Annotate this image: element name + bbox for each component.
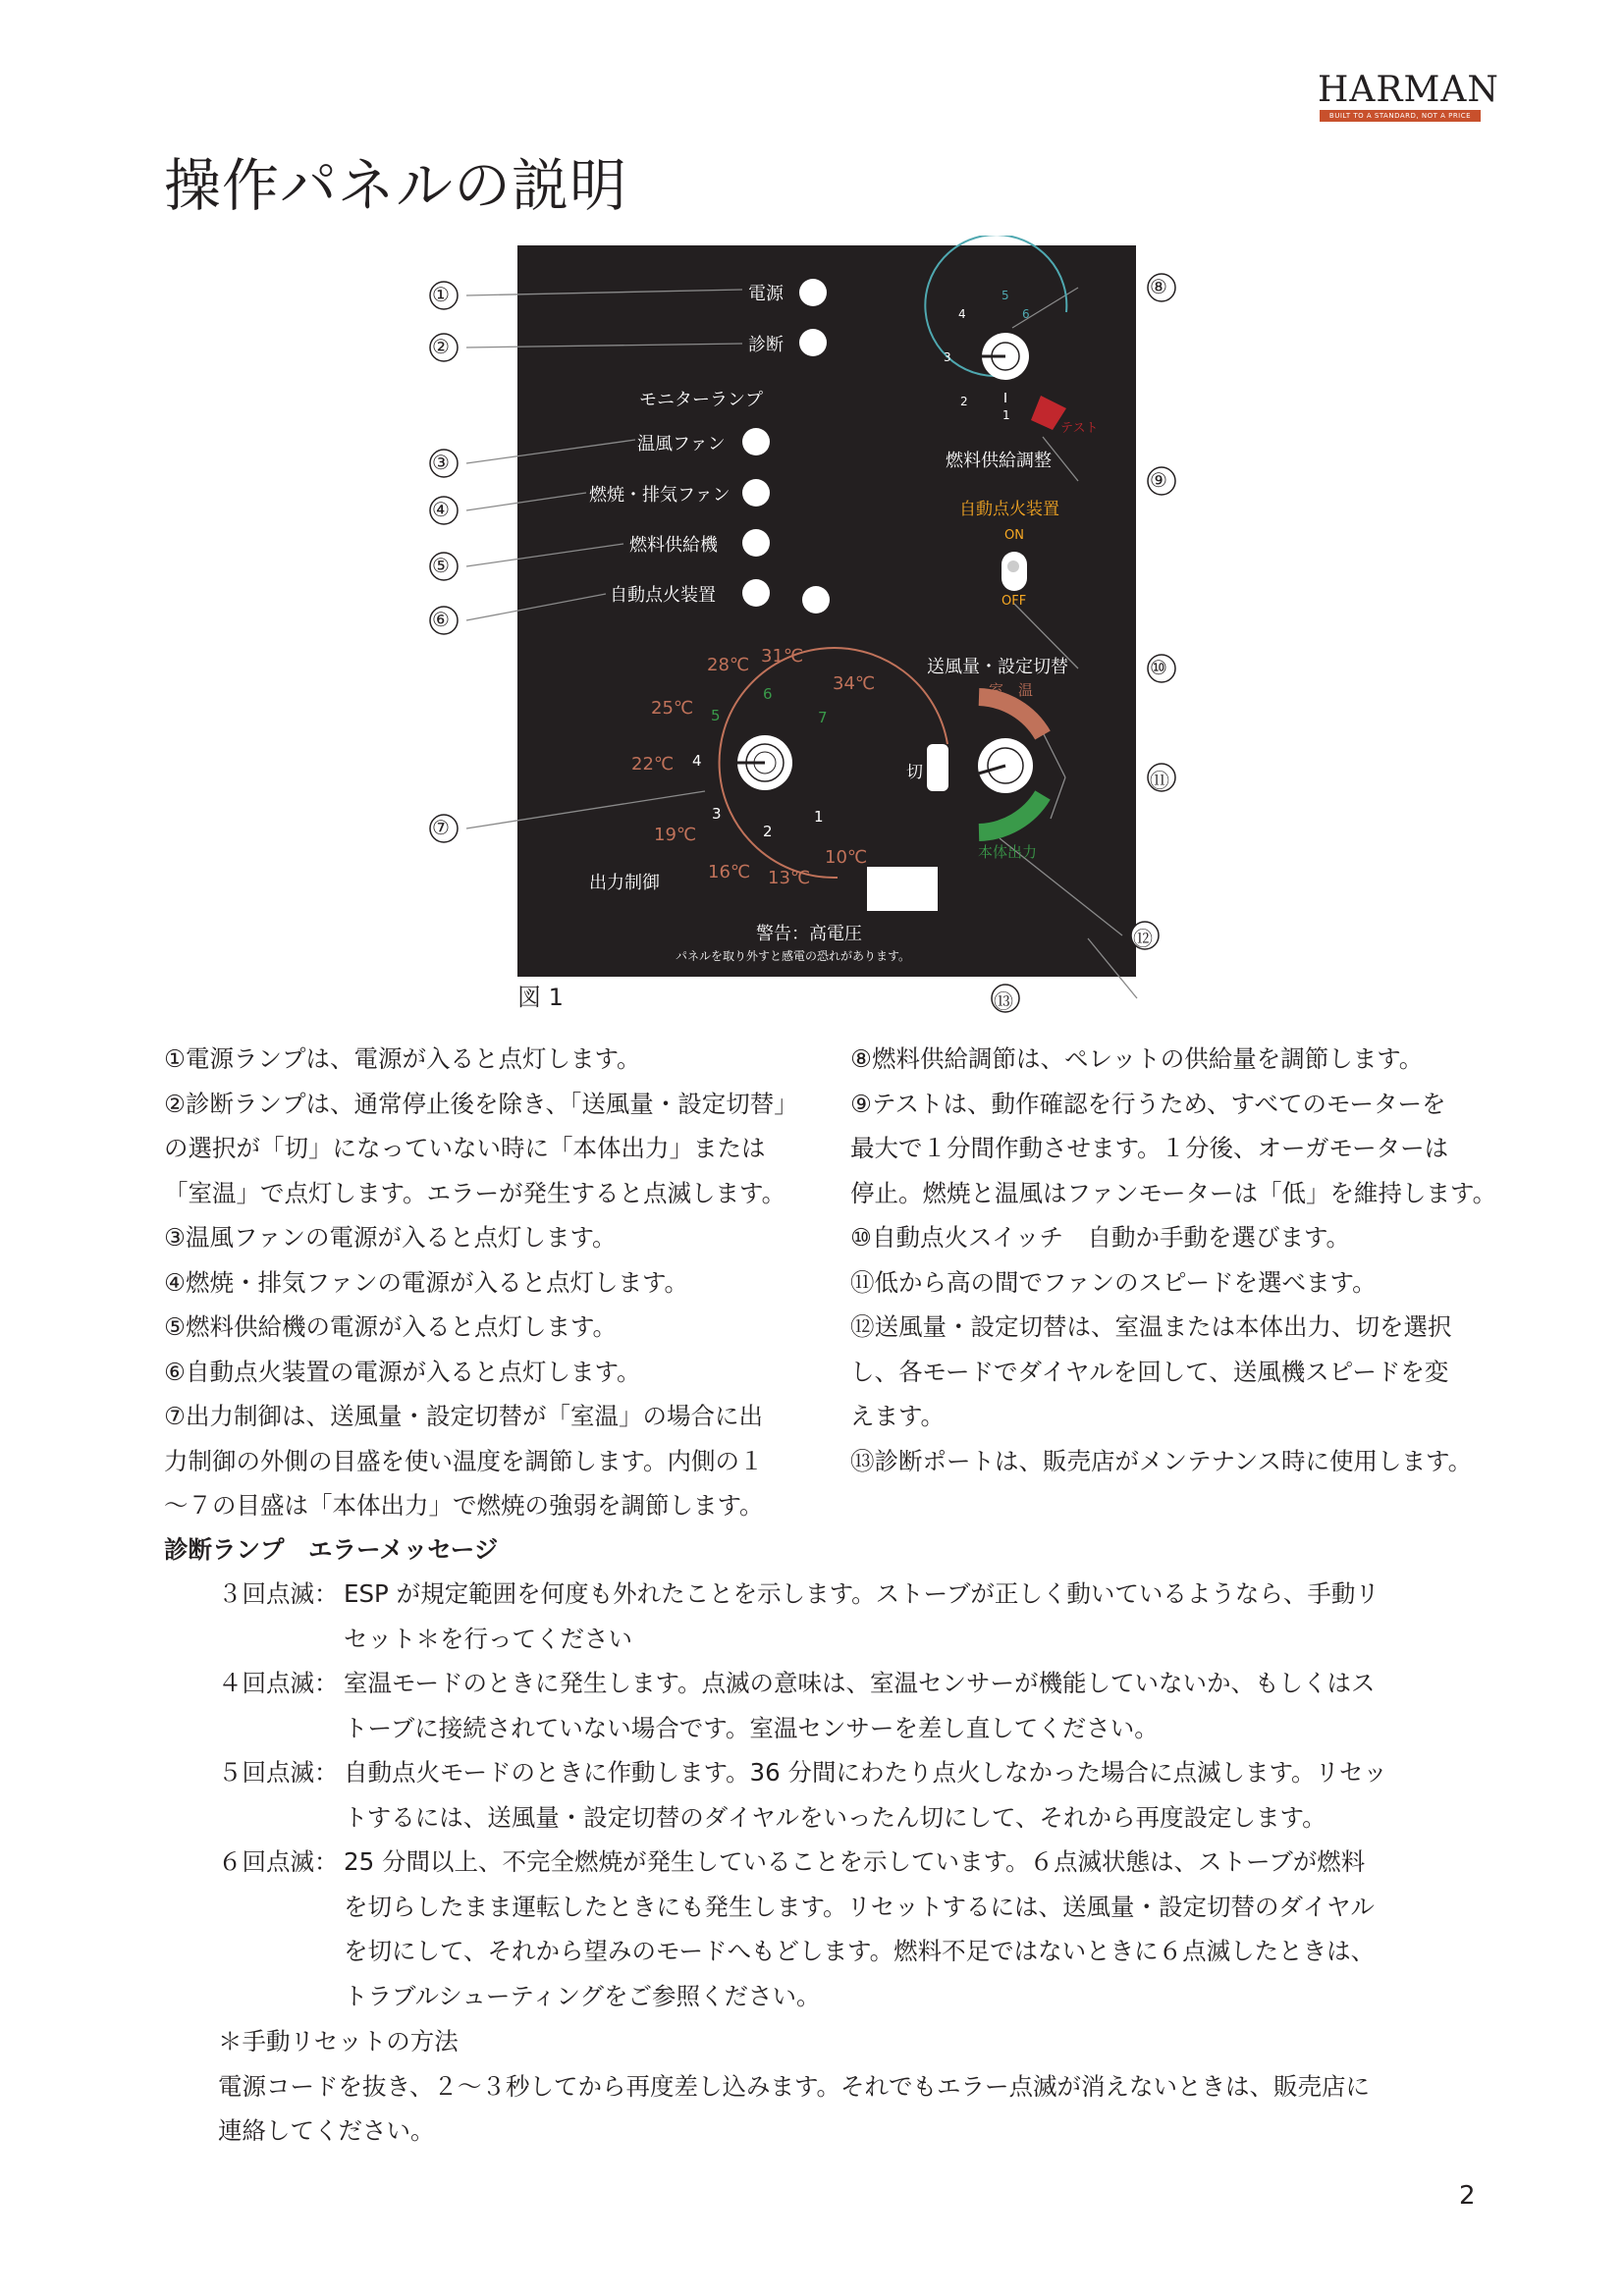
- error-line: 25 分間以上、不完全燃焼が発生していることを示しています。６点滅状態は、ストーブが燃料: [344, 1847, 1366, 1876]
- callout-13: ⑬: [994, 989, 1013, 1013]
- left-line: ②診断ランプは、通常停止後を除き、「送風量・設定切替」: [164, 1089, 798, 1118]
- left-line: 「室温」で点灯します。エラーが発生すると点滅します。: [164, 1178, 786, 1207]
- right-line: ⑩自動点火スイッチ 自動か手動を選びます。: [850, 1223, 1351, 1252]
- warm-fan-label: 温風ファン: [637, 434, 726, 454]
- error-item: [218, 1572, 1494, 1661]
- feed-dial-6: 6: [1022, 307, 1030, 321]
- error-label: ５回点滅：: [218, 1758, 339, 1787]
- error-item: [218, 1840, 1494, 2018]
- monitor-lamps-heading: モニターランプ: [639, 390, 763, 410]
- error-line: トするには、送風量・設定切替のダイヤルをいったん切にして、それから再度設定します。: [344, 1802, 1326, 1832]
- callout-2: ②: [432, 335, 450, 358]
- callout-7: ⑦: [432, 816, 450, 839]
- diagnostic-port-box: [867, 867, 938, 911]
- callout-1: ①: [432, 283, 450, 306]
- off-label: 切: [906, 763, 923, 782]
- error-list: [218, 1572, 1494, 2018]
- feed-dial-4: 4: [958, 307, 966, 321]
- right-line: し、各モードでダイヤルを回して、送風機スピードを変: [850, 1357, 1449, 1386]
- fuel-adjust-label: 燃料供給調整: [946, 451, 1052, 471]
- power-lamp: [799, 279, 827, 306]
- callout-12: ⑫: [1133, 927, 1153, 950]
- control-panel-figure: [412, 236, 1178, 1021]
- callout-9: ⑨: [1150, 468, 1167, 492]
- ignite-off-label: OFF: [1001, 594, 1027, 609]
- callout-6: ⑥: [432, 608, 450, 631]
- control-panel-diagram: [412, 236, 1178, 1021]
- feeder-lamp: [742, 529, 770, 557]
- diagnostic-lamp: [799, 329, 827, 356]
- temp-22: 22℃: [631, 754, 675, 774]
- figure-caption: 図 1: [517, 984, 564, 1011]
- error-label: ６回点滅：: [218, 1847, 339, 1876]
- description-right-column: [850, 1037, 1498, 1483]
- temp-28: 28℃: [707, 655, 750, 675]
- test-label: テスト: [1060, 421, 1099, 436]
- temp-31: 31℃: [761, 646, 804, 667]
- temp-25: 25℃: [651, 698, 694, 719]
- temp-16: 16℃: [708, 862, 751, 882]
- feed-dial-5: 5: [1001, 289, 1009, 302]
- logo-wordmark: HARMAN: [1318, 70, 1499, 110]
- manual-reset-line: 連絡してください。: [218, 2116, 435, 2145]
- left-line: ①電源ランプは、電源が入ると点灯します。: [164, 1044, 641, 1073]
- output-4: 4: [692, 752, 702, 770]
- harman-logo: [1318, 70, 1499, 122]
- error-line: ESP が規定範囲を何度も外れたことを示します。ストーブが正しく動いているようなら、手動リ: [344, 1579, 1380, 1608]
- temp-19: 19℃: [654, 825, 697, 845]
- temp-34: 34℃: [833, 673, 876, 694]
- right-line: ⑫送風量・設定切替は、室温または本体出力、切を選択: [850, 1312, 1452, 1341]
- igniter-label: 自動点火装置: [610, 585, 716, 606]
- error-line: を切らしたまま運転したときにも発生します。リセットするには、送風量・設定切替のダイヤル: [344, 1892, 1375, 1921]
- error-label: ４回点滅：: [218, 1669, 339, 1697]
- description-left-column: [164, 1037, 812, 1528]
- diagnostic-port: [802, 586, 830, 614]
- output-5: 5: [711, 707, 721, 724]
- auto-ignite-switch: [1001, 552, 1027, 591]
- exhaust-fan-label: 燃焼・排気ファン: [589, 485, 731, 506]
- stove-output-label: 本体出力: [978, 843, 1038, 861]
- temp-10: 10℃: [825, 847, 868, 868]
- callout-4: ④: [432, 498, 450, 521]
- output-6: 6: [763, 685, 773, 703]
- error-line: 自動点火モードのときに作動します。36 分間にわたり点火しなかった場合に点滅します。リセッ: [344, 1758, 1387, 1787]
- error-line: を切にして、それから望みのモードへもどします。燃料不足ではないときに６点滅したときは、: [344, 1937, 1376, 1965]
- output-7: 7: [818, 709, 828, 726]
- feeder-label: 燃料供給機: [629, 535, 718, 556]
- right-line: 停止。燃焼と温風はファンモーターは「低」を維持します。: [850, 1178, 1497, 1207]
- error-line: トーブに接続されていない場合です。室温センサーを差し直してください。: [344, 1713, 1159, 1742]
- callout-8: ⑧: [1150, 275, 1167, 298]
- error-line: セット＊を行ってください: [344, 1624, 632, 1653]
- output-control-label: 出力制御: [589, 873, 660, 893]
- left-line: の選択が「切」になっていない時に「本体出力」または: [164, 1134, 766, 1162]
- logo-tagline: BUILT TO A STANDARD, NOT A PRICE: [1320, 110, 1481, 122]
- diagnostic-label: 診断: [748, 335, 784, 355]
- left-line: ～７の目盛は「本体出力」で燃焼の強弱を調節します。: [164, 1491, 764, 1520]
- left-line: ⑥自動点火装置の電源が入ると点灯します。: [164, 1357, 641, 1386]
- feed-dial-1: 1: [1002, 408, 1010, 422]
- fan-mode-label: 送風量・設定切替: [927, 657, 1068, 677]
- manual-reset-heading: ＊手動リセットの方法: [218, 2027, 459, 2056]
- left-line: ③温風ファンの電源が入ると点灯します。: [164, 1223, 617, 1252]
- error-heading: 診断ランプ エラーメッセージ: [164, 1535, 499, 1564]
- warm-fan-lamp: [742, 428, 770, 455]
- room-temp-label: 室 温: [989, 681, 1034, 699]
- warning-subtext: パネルを取り外すと感電の恐れがあります。: [676, 949, 911, 963]
- callout-11: ⑪: [1150, 769, 1169, 792]
- callout-3: ③: [432, 451, 450, 474]
- left-line: ⑤燃料供給機の電源が入ると点灯します。: [164, 1312, 618, 1341]
- right-line: 最大で１分間作動させます。１分後、オーガモーターは: [850, 1134, 1449, 1162]
- igniter-lamp: [742, 579, 770, 607]
- left-line: ⑦出力制御は、送風量・設定切替が「室温」の場合に出: [164, 1402, 763, 1430]
- error-label: ３回点滅：: [218, 1579, 339, 1608]
- ignite-on-label: ON: [1004, 528, 1024, 543]
- callout-5: ⑤: [432, 554, 450, 577]
- manual-reset-section: [218, 2019, 1370, 2154]
- manual-reset-line: 電源コードを抜き、２～３秒してから再度差し込みます。それでもエラー点滅が消えないときは、販売店に: [218, 2071, 1371, 2101]
- temp-13: 13℃: [768, 868, 811, 888]
- output-2: 2: [763, 823, 773, 840]
- error-item: [218, 1750, 1494, 1840]
- right-line: ⑪低から高の間でファンのスピードを選べます。: [850, 1267, 1377, 1297]
- auto-ignite-label: 自動点火装置: [959, 500, 1059, 519]
- page-number: 2: [1459, 2181, 1476, 2211]
- feed-dial-3: 3: [944, 350, 951, 364]
- callout-10: ⑩: [1150, 656, 1167, 679]
- feed-dial-2: 2: [960, 395, 968, 408]
- left-line: ④燃焼・排気ファンの電源が入ると点灯します。: [164, 1267, 689, 1297]
- output-3: 3: [712, 805, 722, 823]
- right-line: ⑨テストは、動作確認を行うため、すべてのモーターを: [850, 1089, 1446, 1118]
- exhaust-fan-lamp: [742, 479, 770, 507]
- page-title: 操作パネルの説明: [164, 152, 628, 219]
- right-line: ⑧燃料供給調節は、ペレットの供給量を調節します。: [850, 1044, 1424, 1073]
- warning-label: 警告：高電圧: [756, 924, 862, 944]
- error-item: [218, 1661, 1494, 1750]
- right-line: ⑬診断ポートは、販売店がメンテナンス時に使用します。: [850, 1446, 1473, 1475]
- power-label: 電源: [748, 284, 784, 304]
- error-line: トラブルシューティングをご参照ください。: [344, 1981, 821, 2010]
- error-line: 室温モードのときに発生します。点滅の意味は、室温センサーが機能していないか、もしくはス: [344, 1669, 1376, 1697]
- left-line: 力制御の外側の目盛を使い温度を調節します。内側の１: [164, 1446, 764, 1475]
- output-1: 1: [814, 808, 824, 826]
- right-line: えます。: [850, 1402, 946, 1430]
